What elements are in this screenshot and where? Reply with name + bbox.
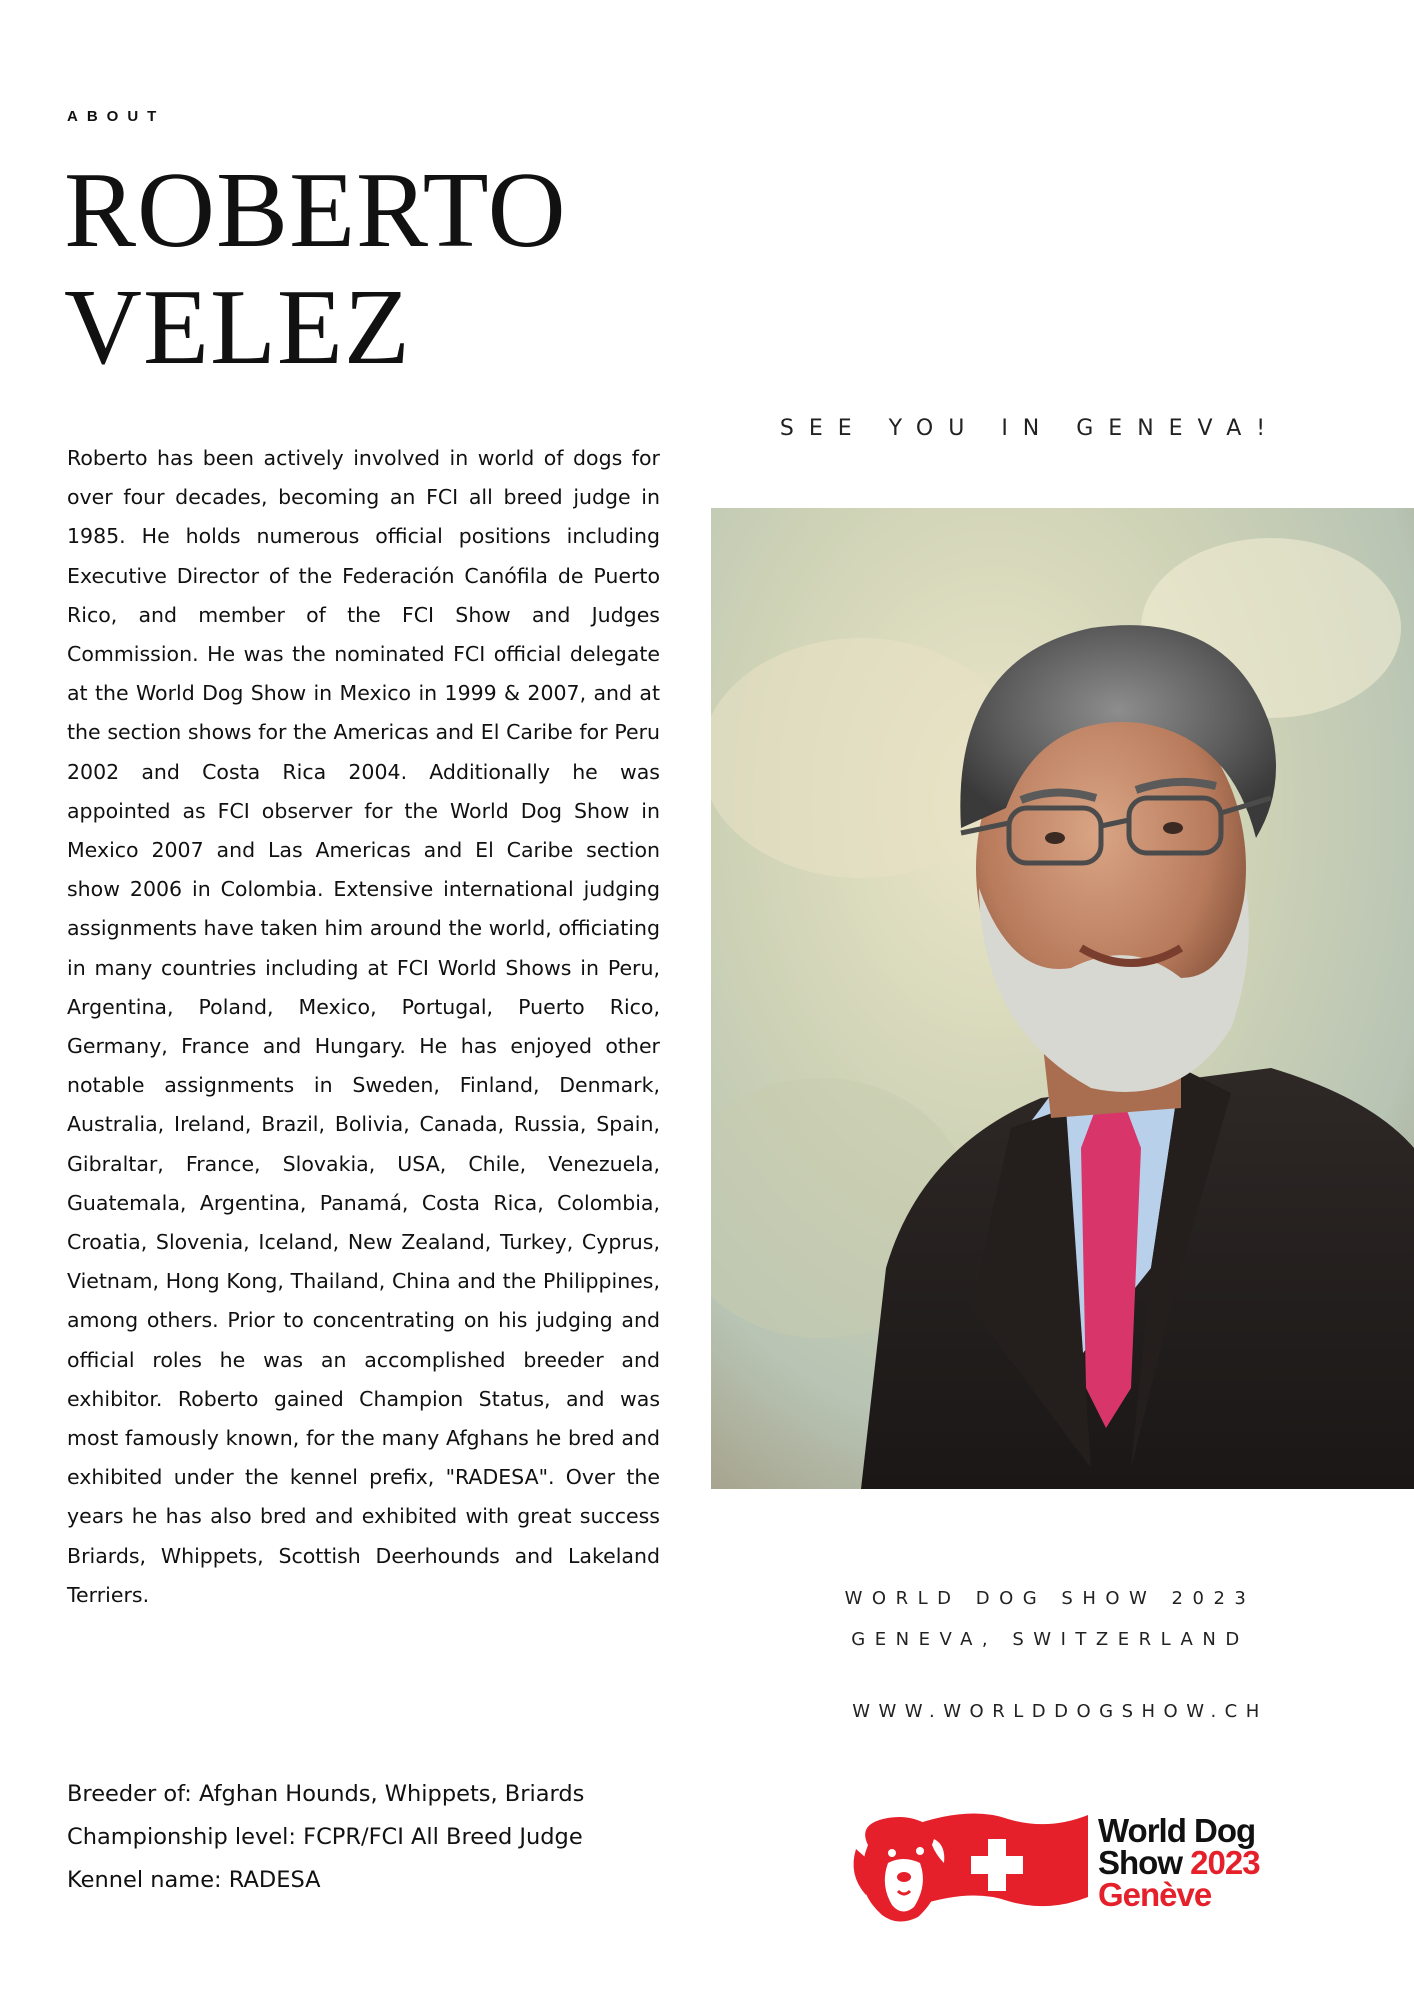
- section-kicker: ABOUT: [67, 108, 166, 125]
- logo-line-2: [1098, 1844, 1260, 1881]
- judge-facts: [67, 1773, 687, 1902]
- championship-level: Championship level: FCPR/FCI All Breed Judge: [67, 1824, 583, 1850]
- first-name: ROBERTO: [64, 151, 567, 270]
- logo-show-word: Show: [1098, 1844, 1182, 1881]
- logo-wordmark: [1098, 1812, 1260, 1913]
- event-location: GENEVA, SWITZERLAND: [851, 1629, 1249, 1650]
- biography-text: Roberto has been actively involved in world of dogs for over four decades, becoming an FCI all breed judge in 1985. He holds numerous official positions including Executive Director of the Federación Canófila de Puerto Rico, and member of the FCI Show and Judges Commission. He was the nominated FCI official delegate at the World Dog Show in Mexico in 1999 & 2007, and at the section shows for the Americas and El Caribe for Peru 2002 and Costa Rica 2004. Additionally he was appointed as FCI observer for the World Dog Show in Mexico 2007 and Las Americas and El Caribe section show 2006 in Colombia. Extensive international judging assignments have taken him around the world, officiating in many countries including at FCI World Shows in Peru, Argentina, Poland, Mexico, Portugal, Puerto Rico, Germany, France and Hungary. He has enjoyed other notable assignments in Sweden, Finland, Denmark, Australia, Ireland, Brazil, Bolivia, Canada, Russia, Spain, Gibraltar, France, Slovakia, USA, Chile, Venezuela, Guatemala, Argentina, Panamá, Costa Rica, Colombia, Croatia, Slovenia, Iceland, New Zealand, Turkey, Cyprus, Vietnam, Hong Kong, Thailand, China and the Philippines, among others. Prior to concentrating on his judging and official roles he was an accomplished breeder and exhibitor. Roberto gained Champion Status, and was most famously known, for the many Afghans he bred and exhibited under the kennel prefix, "RADESA". Over the years he has also bred and exhibited with great success Briards, Whippets, Scottish Deerhounds and Lakeland Terriers.: [67, 446, 660, 1607]
- logo-line-3: Genève: [1098, 1876, 1212, 1913]
- logo-year: 2023: [1190, 1844, 1260, 1881]
- judge-name: [64, 152, 704, 386]
- tagline: SEE YOU IN GENEVA!: [779, 416, 1281, 441]
- last-name: VELEZ: [64, 268, 411, 387]
- saint-bernard-swiss-flag-icon: [848, 1805, 1098, 1930]
- judge-portrait-photo: [711, 508, 1414, 1489]
- breeder-of: Breeder of: Afghan Hounds, Whippets, Briards: [67, 1781, 585, 1807]
- logo-line-1: World Dog: [1098, 1812, 1256, 1849]
- event-name: WORLD DOG SHOW 2023: [844, 1588, 1256, 1609]
- world-dog-show-logo: [848, 1805, 1278, 1930]
- kennel-name: Kennel name: RADESA: [67, 1867, 321, 1893]
- event-info: [800, 1578, 1300, 1660]
- website-link[interactable]: WWW.WORLDDOGSHOW.CH: [852, 1701, 1268, 1722]
